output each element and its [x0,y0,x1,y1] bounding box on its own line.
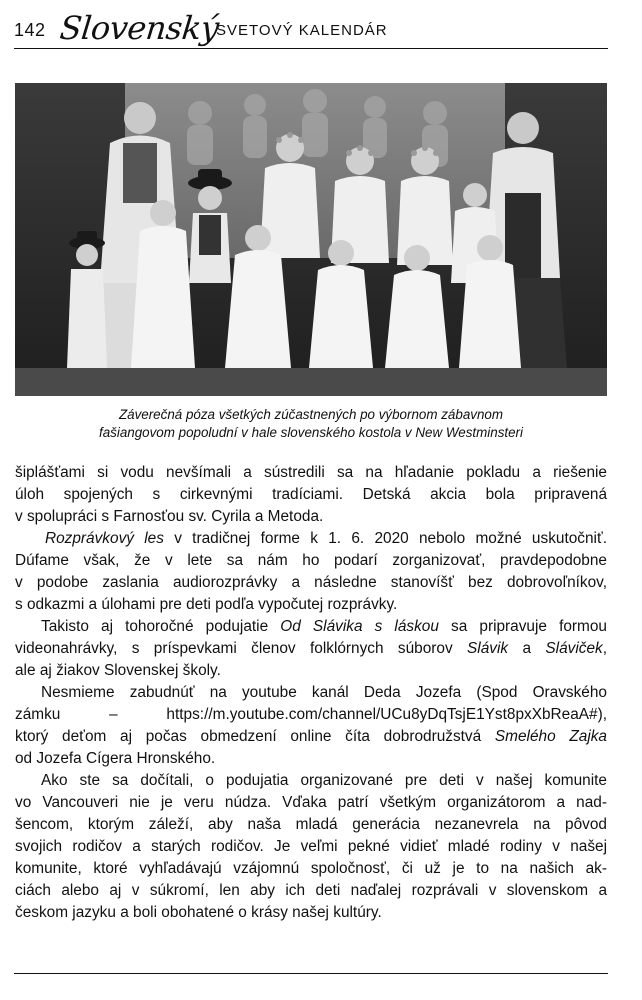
body-line: s odkazmi a úlohami pre deti podľa vypočutej rozprávky. [15,596,398,613]
body-line: zámku – https://m.youtube.com/channel/UCu8yDqTsjE1Yst8pxXbReaA#), [15,706,607,723]
body-line [15,616,607,638]
body-line: Nesmieme zabudnúť na youtube kanál Deda Jozefa (Spod Oravského [41,684,607,701]
body-line: šencom, ktorým záleží, aby naša mladá generácia nezanevrela na pôvod [15,816,607,833]
article-body [15,462,607,924]
body-line: od Jozefa Cígera Hronského. [15,750,216,767]
body-line [15,726,607,748]
body-line: českom jazyku a boli obohatené o krásy našej kultúry. [15,904,382,921]
body-text-run: a [508,640,546,657]
body-line [15,638,607,660]
footer-rule [14,973,608,974]
emphasis: Rozprávkový les [45,530,164,547]
emphasis: Slávik [467,640,509,657]
page-number: 142 [14,20,46,40]
caption-line: fašiangovom popoludní v hale slovenského kostola v New Westminsteri [98,425,523,440]
body-line: šiplášťami si vodu nevšímali a sústredili sa na hľadanie pokladu a riešenie [15,464,607,481]
body-text-run: Takisto aj tohoročné podujatie [41,618,281,635]
body-line: v spolupráci s Farnosťou sv. Cyrila a Metoda. [15,508,324,525]
emphasis: Od Slávika s láskou [280,618,439,635]
body-line: úloh spojených s cirkevnými tradíciami. Detská akcia bola pripravená [15,486,607,503]
body-text-run: videonahrávky, s príspevkami členov folklórnych súborov [15,640,468,657]
masthead-subtitle: SVETOVÝ KALENDÁR [216,22,388,39]
group-photo-illustration [15,83,607,396]
group-photo [15,83,607,396]
body-line [15,528,607,550]
emphasis: Sláviček [545,640,603,657]
body-text-run: ktorý deťom aj počas obmedzení online číta dobrodružstvá [15,728,495,745]
emphasis: Smelého Zajka [494,728,607,745]
body-line: vo Vancouveri nie je veru núdza. Vďaka patrí všetkým organizátorom a nad- [15,794,607,811]
body-line: komunite, ktoré vyhľadávajú vzájomnú spoločnosť, či už je to na našich ak- [15,860,607,877]
body-text-run: , [602,640,607,657]
body-line: v podobe zaslania audiorozprávky a následne stanovíšť bez dobrovoľníkov, [15,574,607,591]
caption-line: Záverečná póza všetkých zúčastnených po výbornom zábavnom [118,407,504,422]
photo-caption [15,406,607,442]
masthead-logo: Slovenský [58,9,221,47]
body-text-run: v tradičnej forme k 1. 6. 2020 nebolo možné uskutočniť. [163,530,608,547]
body-line: ciách alebo aj v súkromí, len aby ich deti naďalej rozprávali v slovenskom a [15,882,607,899]
body-line: Dúfame však, že v lete sa nám ho podarí zorganizovať, pravdepodobne [15,552,607,569]
body-line: ale aj žiakov Slovenskej školy. [15,662,221,679]
page-header [14,8,608,49]
body-line: Ako ste sa dočítali, o podujatia organizované pre deti v našej komunite [41,772,607,789]
body-text-run: sa pripravuje formou [438,618,607,635]
body-line: svojich rodičov a starých rodičov. Je veľmi pekné vidieť mladé rodiny v našej [15,838,607,855]
